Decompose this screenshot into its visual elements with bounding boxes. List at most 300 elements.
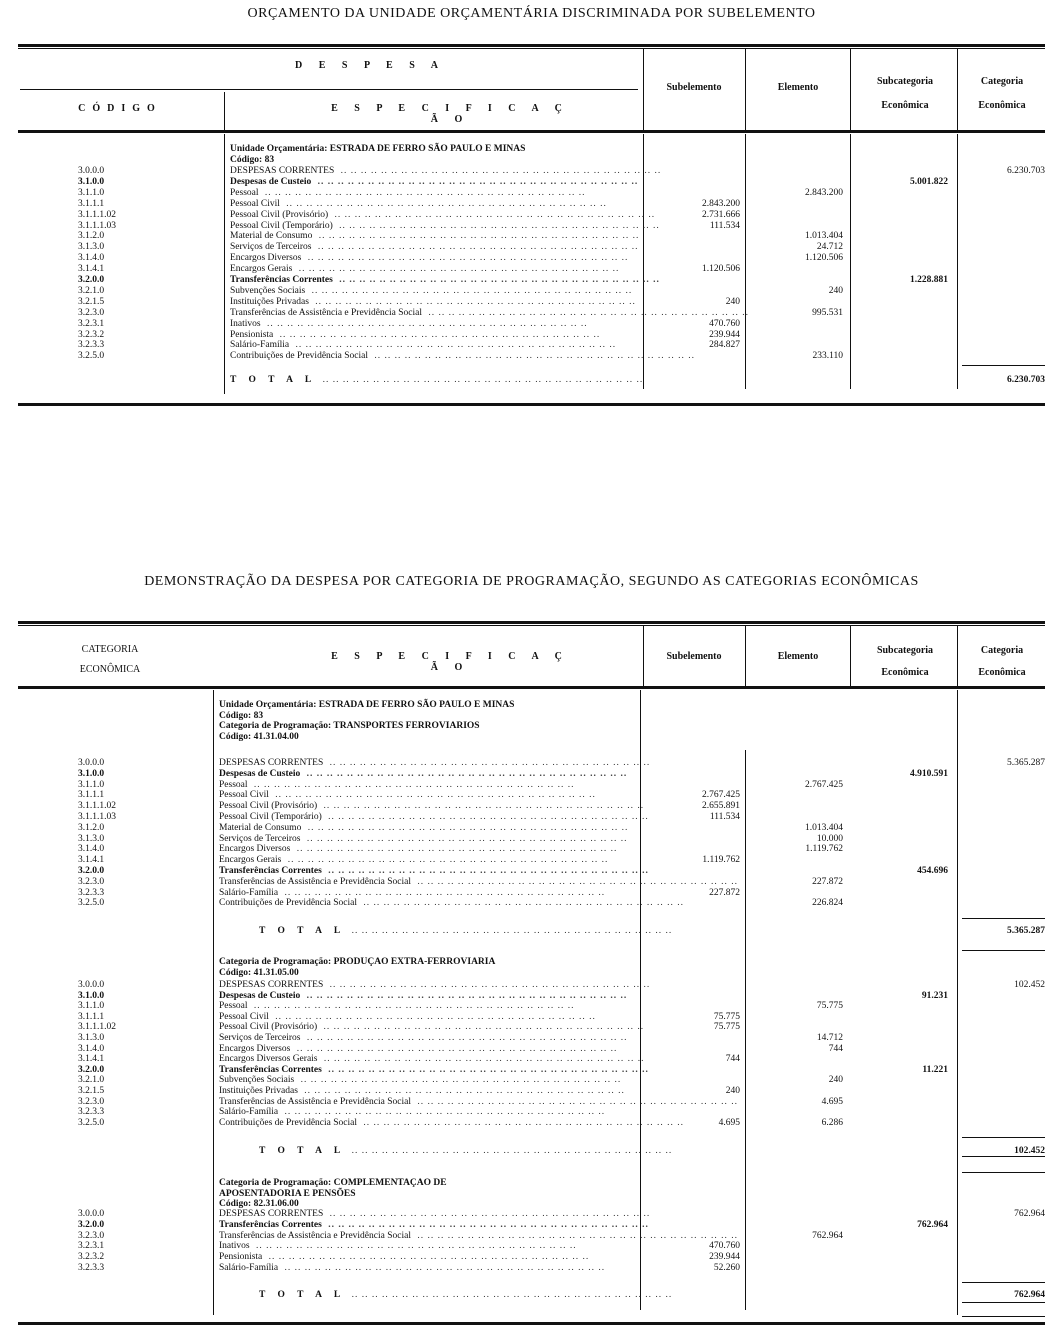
table-row [0,351,1063,362]
row-specification-label: Inativos [230,319,264,329]
row-specification-label: Transferências de Assistência e Previdência Social [230,308,425,318]
row-specification [219,855,629,866]
row-code: 3.2.3.0 [78,876,105,887]
total-label: T O T A L .. .. .. .. .. .. .. .. .. .. .. .. .. .. .. .. .. .. .. .. .. .. .. .. .. .. .. .. .. .. .. .. [230,375,644,385]
table-row [0,888,1063,899]
total-label: T O T A L .. .. .. .. .. .. .. .. .. .. .. .. .. .. .. .. .. .. .. .. .. .. .. .. .. .. .. .. .. .. .. .. [259,1146,673,1156]
total-rule [962,1172,1045,1173]
table-row [0,1086,1063,1097]
row-code: 3.1.4.0 [78,253,105,264]
leader-dots: .. .. .. .. .. .. .. .. .. .. .. .. .. .. .. .. .. .. .. .. .. .. .. .. .. .. .. .. .. .. .. .. [303,1033,628,1043]
row-specification [230,307,749,319]
subelemento-value: 2.655.891 [702,801,740,812]
row-code: 3.0.0.0 [78,980,105,990]
section-header-text: Categoria de Programação: TRANSPORTES FERROVIARIOS [219,721,480,731]
table-row [0,1107,1063,1118]
total-value: 762.964 [1014,1290,1045,1300]
row-code: 3.2.0.0 [78,1064,105,1075]
section-header-line [0,732,1063,743]
row-code: 3.1.1.1.02 [78,1022,116,1033]
row-specification-label: Pessoal Civil (Provisório) [230,210,331,220]
row-specification-label: Instituições Privadas [219,1086,301,1096]
table-row [0,275,1063,286]
row-code: 3.2.5.0 [78,898,105,909]
row-code: 3.2.1.5 [78,1086,105,1096]
row-specification [219,1241,629,1252]
leader-dots: .. .. .. .. .. .. .. .. .. .. .. .. .. .. .. .. .. .. .. .. .. .. .. .. .. .. .. .. .. .. .. .. [303,768,628,779]
table-row [0,1263,1063,1274]
row-specification [219,844,629,855]
row-code: 3.1.1.1 [78,1011,105,1022]
row-code: 3.2.5.0 [78,351,105,362]
row-code: 3.2.0.0 [78,866,105,876]
row-code: 3.1.4.1 [78,855,105,866]
despesa-header: D E S P E S A [295,60,445,71]
elemento-value: 227.872 [812,876,843,887]
row-specification-label: Encargos Diversos [230,253,304,263]
leader-dots: .. .. .. .. .. .. .. .. .. .. .. .. .. .. .. .. .. .. .. .. .. .. .. .. .. .. .. .. .. .. .. .. [293,1043,618,1054]
section-header-text: Unidade Orçamentária: ESTRADA DE FERRO SÃO PAULO E MINAS [230,144,526,154]
row-specification [219,866,649,877]
row-code: 3.2.3.3 [78,887,105,898]
row-specification [219,1263,629,1274]
elemento-value: 6.286 [821,1117,843,1128]
row-code: 3.1.3.0 [78,1033,105,1043]
leader-dots: .. .. .. .. .. .. .. .. .. .. .. .. .. .. .. .. .. .. .. .. .. .. .. .. .. .. .. .. .. .. .. .. [281,1263,606,1273]
row-specification-label: Subvenções Sociais [219,1075,297,1085]
row-specification-label: Transferências Correntes [219,866,325,876]
row-specification [230,242,640,253]
row-specification [219,1054,645,1065]
row-specification [230,264,640,275]
row-specification-label: Instituições Privadas [230,297,312,307]
leader-dots: .. .. .. .. .. .. .. .. .. .. .. .. .. .. .. .. .. .. .. .. .. .. .. .. .. .. .. .. .. .. .. .. [308,285,633,296]
row-specification-label: Transferências de Assistência e Previdência Social [219,1231,414,1241]
section-header-text: APOSENTADORIA E PENSÕES [219,1188,356,1199]
row-specification [219,1230,738,1242]
row-specification-label: DESPESAS CORRENTES [219,758,326,768]
leader-dots: .. .. .. .. .. .. .. .. .. .. .. .. .. .. .. .. .. .. .. .. .. .. .. .. .. .. .. .. .. .. .. .. [370,351,695,362]
row-specification-label: Salário-Família [219,888,281,898]
leader-dots: .. .. .. .. .. .. .. .. .. .. .. .. .. .. .. .. .. .. .. .. .. .. .. .. .. .. .. .. .. .. .. .. [335,220,660,231]
subelemento-value: 239.944 [709,1252,740,1263]
total-rule [962,950,1045,951]
row-specification-label: Pessoal Civil (Provisório) [219,1022,320,1032]
elemento-value: 75.775 [816,1001,843,1012]
row-code: 3.2.3.1 [78,318,105,329]
row-specification-label: Pessoal [219,1001,251,1011]
row-code: 3.0.0.0 [78,758,105,768]
section-header-line [0,957,1063,968]
row-specification-label: DESPESAS CORRENTES [219,980,326,990]
table-row [0,1241,1063,1252]
total-label-text: T O T A L [259,1290,348,1300]
row-specification [219,1219,649,1231]
elemento-value: 995.531 [812,307,843,318]
subelemento-value: 1.119.762 [702,855,740,866]
row-code: 3.1.2.0 [78,822,105,833]
row-code: 3.1.1.0 [78,1001,105,1012]
leader-dots: .. .. .. .. .. .. .. .. .. .. .. .. .. .. .. .. .. .. .. .. .. .. .. .. .. .. .. .. .. .. .. .. [292,340,617,351]
row-code: 3.1.4.1 [78,264,105,275]
subcategoria-header: Subcategoria Econômica [876,645,934,678]
leader-dots: .. .. .. .. .. .. .. .. .. .. .. .. .. .. .. .. .. .. .. .. .. .. .. .. .. .. .. .. .. .. .. .. [320,1054,645,1065]
subelemento-value: 1.120.506 [702,264,740,275]
row-specification-label: Contribuições de Previdência Social [219,898,360,908]
table-row [0,980,1063,991]
section-header-text: Código: 83 [230,154,275,165]
row-specification [219,1001,629,1012]
table-row [0,1075,1063,1086]
elemento-value: 233.110 [812,351,843,362]
row-code: 3.2.0.0 [78,275,105,285]
table-row [0,855,1063,866]
row-specification-label: Despesas de Custeio [230,177,314,187]
table-row [0,991,1063,1002]
row-code: 3.1.1.0 [78,187,105,198]
elemento-value: 4.695 [821,1096,843,1107]
leader-dots: .. .. .. .. .. .. .. .. .. .. .. .. .. .. .. .. .. .. .. .. .. .. .. .. .. .. .. .. .. .. .. .. [324,1064,649,1075]
row-specification-label: Contribuições de Previdência Social [219,1118,360,1128]
leader-dots: .. .. .. .. .. .. .. .. .. .. .. .. .. .. .. .. .. .. .. .. .. .. .. .. .. .. .. .. .. .. .. .. [300,1086,625,1096]
row-specification [219,769,629,780]
leader-dots: .. .. .. .. .. .. .. .. .. .. .. .. .. .. .. .. .. .. .. .. .. .. .. .. .. .. .. .. .. .. .. .. [281,1107,606,1118]
leader-dots: .. .. .. .. .. .. .. .. .. .. .. .. .. .. .. .. .. .. .. .. .. .. .. .. .. .. .. .. .. .. .. .. [320,1022,645,1033]
total-row [0,375,1063,386]
row-specification [230,351,695,362]
table-row [0,801,1063,812]
elemento-value: 1.013.404 [805,822,843,833]
row-specification-label: Serviços de Terceiros [219,834,303,844]
leader-dots: .. .. .. .. .. .. .. .. .. .. .. .. .. .. .. .. .. .. .. .. .. .. .. .. .. .. .. .. .. .. .. .. [304,822,629,833]
row-specification-label: Material de Consumo [230,231,315,241]
leader-dots: .. .. .. .. .. .. .. .. .. .. .. .. .. .. .. .. .. .. .. .. .. .. .. .. .. .. .. .. .. .. .. .. [265,1252,590,1263]
elemento-value: 744 [828,1043,843,1054]
leader-dots: .. .. .. .. .. .. .. .. .. .. .. .. .. .. .. .. .. .. .. .. .. .. .. .. .. .. .. .. .. .. .. .. [293,844,618,855]
subcategoria-header: Subcategoria Econômica [876,76,934,111]
subcategoria-value: 5.001.822 [910,176,948,187]
table-row [0,188,1063,199]
row-specification-label: Encargos Gerais [230,264,295,274]
table-row [0,319,1063,330]
divider [18,686,1045,689]
leader-dots: .. .. .. .. .. .. .. .. .. .. .. .. .. .. .. .. .. .. .. .. .. .. .. .. .. .. .. .. .. .. .. .. [271,790,596,801]
row-specification-label: Pessoal Civil [219,790,272,800]
row-code: 3.2.3.3 [78,340,105,351]
leader-dots: .. .. .. .. .. .. .. .. .. .. .. .. .. .. .. .. .. .. .. .. .. .. .. .. .. .. .. .. .. .. .. .. [413,876,738,887]
section-header-line [0,968,1063,979]
subelemento-value: 2.731.666 [702,209,740,220]
subelemento-value: 470.760 [709,318,740,329]
total-row [0,1146,1063,1157]
table-row [0,199,1063,210]
table-row [0,231,1063,242]
row-specification [219,780,629,791]
row-specification-label: Encargos Diversos [219,1044,293,1054]
row-specification [230,275,660,286]
leader-dots: .. .. .. .. .. .. .. .. .. .. .. .. .. .. .. .. .. .. .. .. .. .. .. .. .. .. .. .. .. .. .. .. [424,307,749,318]
table-row [0,264,1063,275]
leader-dots: .. .. .. .. .. .. .. .. .. .. .. .. .. .. .. .. .. .. .. .. .. .. .. .. .. .. .. .. .. .. .. .. [314,176,639,187]
total-rule [962,1302,1045,1303]
leader-dots: .. .. .. .. .. .. .. .. .. .. .. .. .. .. .. .. .. .. .. .. .. .. .. .. .. .. .. .. .. .. .. .. [271,1011,596,1022]
row-specification [219,876,738,888]
row-specification-label: Encargos Gerais [219,855,284,865]
row-code: 3.1.3.0 [78,242,105,253]
leader-dots: .. .. .. .. .. .. .. .. .. .. .. .. .. .. .. .. .. .. .. .. .. .. .. .. .. .. .. .. .. .. .. .. [359,1117,684,1128]
row-code: 3.1.4.1 [78,1054,105,1065]
subelemento-header: Subelemento [666,651,722,662]
table2-title: DEMONSTRAÇÃO DA DESPESA POR CATEGORIA DE PROGRAMAÇÃO, SEGUNDO AS CATEGORIAS ECONÔMICAS [144,574,919,589]
row-code: 3.1.2.0 [78,231,105,242]
table-row [0,1054,1063,1065]
subelemento-value: 4.695 [718,1117,740,1128]
leader-dots: .. .. .. .. .. .. .. .. .. .. .. .. .. .. .. .. .. .. .. .. .. .. .. .. .. .. .. .. .. .. .. .. [335,275,660,285]
row-specification [230,330,640,341]
table-row [0,1220,1063,1231]
elemento-header: Elemento [777,82,819,93]
table-row [0,297,1063,308]
row-specification [219,888,629,899]
table-row [0,1044,1063,1055]
elemento-value: 240 [828,285,843,296]
total-value: 5.365.287 [1007,926,1045,936]
subelemento-value: 75.775 [713,1022,740,1033]
table-row [0,1231,1063,1242]
row-specification-label: DESPESAS CORRENTES [219,1209,326,1219]
categoria-header: Categoria Econômica [978,76,1026,111]
divider [18,621,1045,624]
leader-dots: .. .. .. .. .. .. .. .. .. .. .. .. .. .. .. .. .. .. .. .. .. .. .. .. .. .. .. .. .. .. .. .. [331,209,656,220]
row-specification [219,1086,629,1097]
categoria-value: 762.964 [1014,1209,1045,1219]
elemento-value: 1.013.404 [805,231,843,242]
codigo-header: CÓDIGO [78,103,162,114]
row-specification [219,1064,649,1076]
section-header-text: Código: 41.31.05.00 [219,967,299,978]
leader-dots: .. .. .. .. .. .. .. .. .. .. .. .. .. .. .. .. .. .. .. .. .. .. .. .. .. .. .. .. .. .. .. .. [413,1096,738,1107]
section-header-text: Categoria de Programação: PRODUÇAO EXTRA-FERROVIARIA [219,957,496,967]
total-row [0,926,1063,937]
table-row [0,1001,1063,1012]
subcategoria-value: 1.228.881 [910,275,948,285]
leader-dots: .. .. .. .. .. .. .. .. .. .. .. .. .. .. .. .. .. .. .. .. .. .. .. .. .. .. .. .. .. .. .. .. [303,990,628,1001]
row-specification [230,297,640,308]
row-specification-label: Serviços de Terceiros [219,1033,303,1043]
table-row [0,1033,1063,1044]
table-row [0,1209,1063,1220]
section-header-line [0,144,1063,155]
table-row [0,780,1063,791]
table-row [0,758,1063,769]
section-header-line [0,1189,1063,1200]
row-specification-label: Transferências Correntes [219,1065,325,1075]
subelemento-header: Subelemento [666,82,722,93]
total-label: T O T A L .. .. .. .. .. .. .. .. .. .. .. .. .. .. .. .. .. .. .. .. .. .. .. .. .. .. .. .. .. .. .. .. [259,926,673,936]
table-row [0,1022,1063,1033]
row-specification-label: Pessoal Civil [230,199,283,209]
row-code: 3.2.0.0 [78,1219,105,1230]
row-code: 3.1.1.1.03 [78,220,116,231]
row-code: 3.1.0.0 [78,990,105,1001]
total-rule [962,1316,1045,1317]
leader-dots: .. .. .. .. .. .. .. .. .. .. .. .. .. .. .. .. .. .. .. .. .. .. .. .. .. .. .. .. .. .. .. .. [250,779,575,790]
section-header-line [0,711,1063,722]
row-specification [230,253,640,264]
elemento-value: 762.964 [812,1230,843,1241]
row-code: 3.0.0.0 [78,166,105,176]
row-specification [219,823,629,834]
row-specification [219,812,649,823]
row-code: 3.2.1.0 [78,1075,105,1086]
row-code: 3.1.0.0 [78,176,105,187]
leader-dots: .. .. .. .. .. .. .. .. .. .. .. .. .. .. .. .. .. .. .. .. .. .. .. .. .. .. .. .. .. .. .. .. [326,980,651,990]
section-header-line [0,1178,1063,1189]
elemento-value: 10.000 [816,833,843,844]
total-label-text: T O T A L [259,1146,348,1156]
table-row [0,1118,1063,1129]
table-row [0,340,1063,351]
subcategoria-value: 4.910.591 [910,768,948,779]
leader-dots: .. .. .. .. .. .. .. .. .. .. .. .. .. .. .. .. .. .. .. .. .. .. .. .. .. .. .. .. .. .. .. .. [303,833,628,844]
row-specification-label: Contribuições de Previdência Social [230,351,371,361]
leader-dots: .. .. .. .. .. .. .. .. .. .. .. .. .. .. .. .. .. .. .. .. .. .. .. .. .. .. .. .. .. .. .. .. [297,1075,622,1086]
row-specification [219,801,645,812]
row-specification-label: DESPESAS CORRENTES [230,166,337,176]
table-row [0,769,1063,780]
row-specification-label: Pessoal [230,188,262,198]
subelemento-value: 240 [725,296,740,307]
row-code: 3.1.1.0 [78,779,105,790]
leader-dots: .. .. .. .. .. .. .. .. .. .. .. .. .. .. .. .. .. .. .. .. .. .. .. .. .. .. .. .. .. .. .. .. [250,1001,575,1012]
categoria-header: Categoria Econômica [978,645,1026,678]
subelemento-value: 240 [725,1086,740,1096]
row-specification-label: Transferências Correntes [219,1220,325,1230]
section-header-text: Código: 41.31.04.00 [219,731,299,742]
elemento-value: 240 [828,1075,843,1086]
leader-dots: .. .. .. .. .. .. .. .. .. .. .. .. .. .. .. .. .. .. .. .. .. .. .. .. .. .. .. .. .. .. .. .. [326,1209,651,1219]
subelemento-value: 111.534 [709,220,740,231]
subelemento-value: 2.767.425 [702,790,740,801]
section-header-line [0,155,1063,166]
row-specification [219,1209,651,1220]
row-specification [219,1096,738,1108]
leader-dots: .. .. .. .. .. .. .. .. .. .. .. .. .. .. .. .. .. .. .. .. .. .. .. .. .. .. .. .. .. .. .. .. [261,187,586,198]
especificacao-header: E S P E C I F I C A Ç Ã O [331,103,569,125]
row-specification [219,834,629,845]
divider [18,1322,1045,1325]
row-code: 3.2.3.3 [78,1263,105,1273]
row-specification-label: Salário-Família [219,1107,281,1117]
subelemento-value: 239.944 [709,329,740,340]
categoria-value: 102.452 [1014,980,1045,990]
elemento-value: 1.119.762 [805,844,843,855]
row-specification-label: Encargos Diversos Gerais [219,1054,321,1064]
row-specification [219,898,684,909]
row-specification-label: Pensionista [230,330,276,340]
leader-dots: .. .. .. .. .. .. .. .. .. .. .. .. .. .. .. .. .. .. .. .. .. .. .. .. .. .. .. .. .. .. .. .. [314,242,639,253]
row-code: 3.2.3.3 [78,1107,105,1118]
row-specification [230,166,662,177]
table-row [0,1252,1063,1263]
leader-dots: .. .. .. .. .. .. .. .. .. .. .. .. .. .. .. .. .. .. .. .. .. .. .. .. .. .. .. .. .. .. .. .. [284,855,609,866]
row-specification [219,1075,629,1086]
subelemento-value: 744 [725,1054,740,1065]
table-row [0,330,1063,341]
row-specification-label: Salário-Família [219,1263,281,1273]
categoria-value: 5.365.287 [1007,758,1045,768]
categoria-value: 6.230.703 [1007,166,1045,176]
section-header-text: Categoria de Programação: COMPLEMENTAÇAO DE [219,1178,447,1188]
subelemento-value: 111.534 [709,812,740,822]
elemento-value: 2.767.425 [805,779,843,790]
row-code: 3.2.3.0 [78,1096,105,1107]
row-specification-label: Encargos Diversos [219,844,293,854]
row-specification-label: Transferências de Assistência e Previdência Social [219,877,414,887]
row-specification-label: Despesas de Custeio [219,991,303,1001]
table-row [0,308,1063,319]
table-row [0,166,1063,177]
total-row [0,1290,1063,1301]
section-header-text: Código: 82.31.06.00 [219,1199,299,1209]
row-specification-label: Despesas de Custeio [219,769,303,779]
divider [18,44,1045,47]
row-specification-label: Pessoal Civil (Temporário) [230,221,336,231]
subelemento-value: 52.260 [713,1263,740,1273]
row-specification-label: Transferências de Assistência e Previdência Social [219,1097,414,1107]
section-header-text: Código: 83 [219,710,264,721]
table-row [0,221,1063,232]
table-row [0,866,1063,877]
row-specification-label: Salário-Família [230,340,292,350]
row-specification [230,220,660,232]
row-code: 3.1.1.1 [78,790,105,801]
leader-dots: .. .. .. .. .. .. .. .. .. .. .. .. .. .. .. .. .. .. .. .. .. .. .. .. .. .. .. .. .. .. .. .. [295,264,620,275]
table-row [0,1097,1063,1108]
row-specification [219,1022,645,1033]
divider [18,403,1045,406]
total-rule [962,1282,1045,1283]
leader-dots: .. .. .. .. .. .. .. .. .. .. .. .. .. .. .. .. .. .. .. .. .. .. .. .. .. .. .. .. .. .. .. .. [413,1230,738,1241]
divider [18,625,1045,626]
subelemento-value: 2.843.200 [702,198,740,209]
row-code: 3.0.0.0 [78,1209,105,1219]
leader-dots: .. .. .. .. .. .. .. .. .. .. .. .. .. .. .. .. .. .. .. .. .. .. .. .. .. .. .. .. .. .. .. .. [281,887,606,898]
divider [18,130,1045,133]
leader-dots: .. .. .. .. .. .. .. .. .. .. .. .. .. .. .. .. .. .. .. .. .. .. .. .. .. .. .. .. .. .. .. .. [252,1241,577,1252]
row-specification-label: Transferências Correntes [230,275,336,285]
leader-dots: .. .. .. .. .. .. .. .. .. .. .. .. .. .. .. .. .. .. .. .. .. .. .. .. .. .. .. .. .. .. .. .. [324,866,649,876]
row-specification-label: Pessoal Civil (Provisório) [219,801,320,811]
elemento-value: 24.712 [816,242,843,253]
row-specification-label: Pessoal [219,780,251,790]
row-specification [219,1044,629,1055]
total-label-text: T O T A L [230,375,319,385]
table-row [0,177,1063,188]
section-header-line [0,721,1063,732]
section-header-line [0,700,1063,711]
table-row [0,286,1063,297]
row-code: 3.2.1.5 [78,296,105,307]
row-code: 3.2.3.2 [78,1252,105,1263]
divider [18,48,1045,49]
leader-dots: .. .. .. .. .. .. .. .. .. .. .. .. .. .. .. .. .. .. .. .. .. .. .. .. .. .. .. .. .. .. .. .. [311,296,636,307]
row-specification [219,980,651,991]
row-specification [219,1033,629,1044]
table-row [0,1065,1063,1076]
table-row [0,210,1063,221]
leader-dots: .. .. .. .. .. .. .. .. .. .. .. .. .. .. .. .. .. .. .. .. .. .. .. .. .. .. .. .. .. .. .. .. [320,801,645,812]
